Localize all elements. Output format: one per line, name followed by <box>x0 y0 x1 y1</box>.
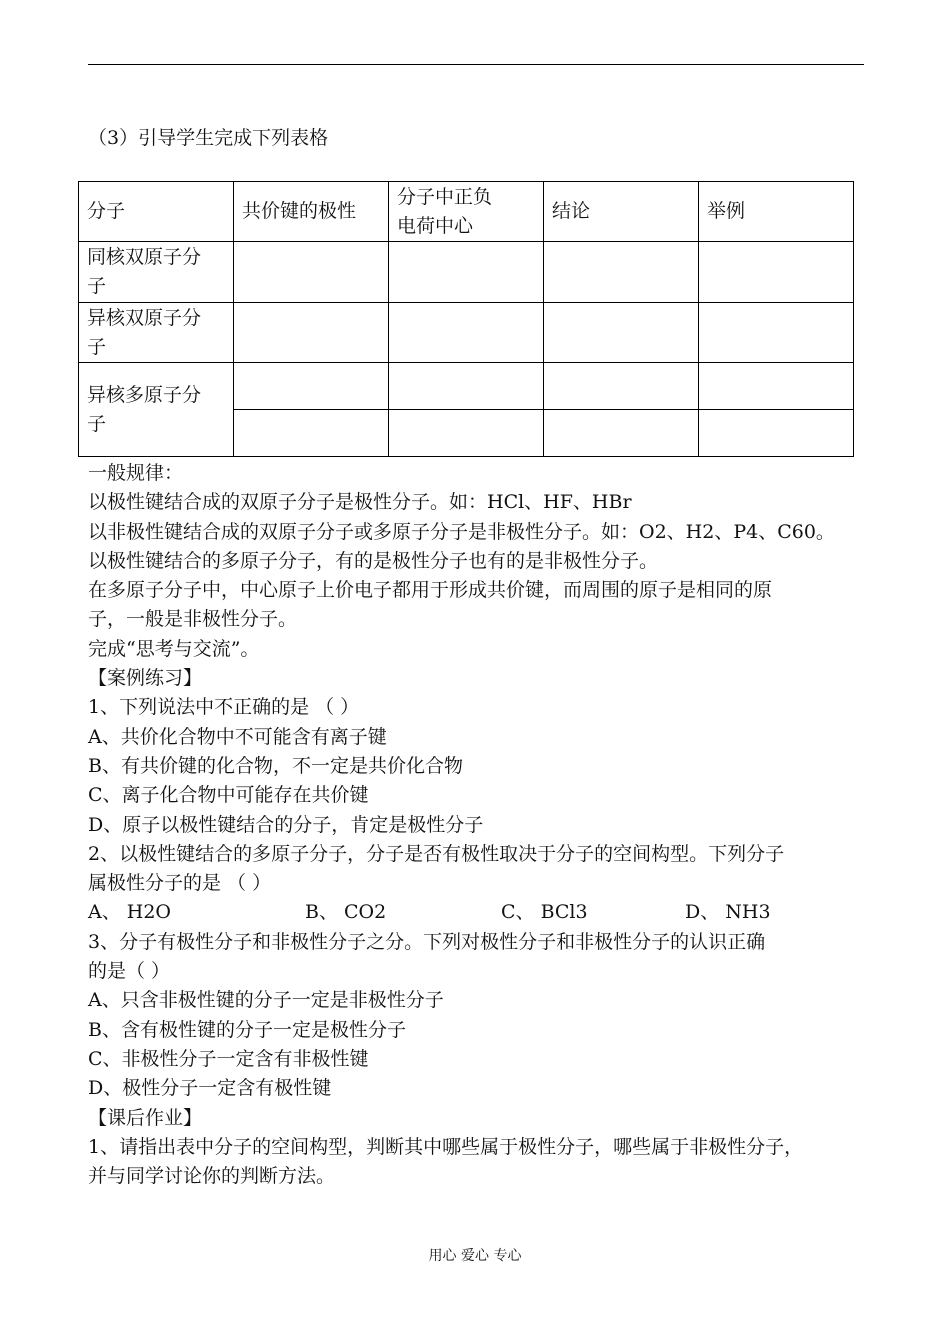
header-cell: 共价键的极性 <box>234 182 389 242</box>
empty-cell[interactable] <box>544 303 699 363</box>
empty-cell[interactable] <box>389 363 544 410</box>
option-d: D、 NH3 <box>685 901 771 924</box>
text-line: 以极性键结合的多原子分子，有的是极性分子也有的是非极性分子。 <box>88 549 659 572</box>
text-line: 以非极性键结合成的双原子分子或多原子分子是非极性分子。如：O2、H2、P4、C60。 <box>88 520 835 543</box>
table-row <box>79 303 854 363</box>
question-1: 1、下列说法中不正确的是 （ ） <box>88 696 360 719</box>
text-line: 在多原子分子中，中心原子上价电子都用于形成共价键，而周围的原子是相同的原 <box>88 579 773 602</box>
heading-case-practice: 【案例练习】 <box>88 667 203 690</box>
homework-1-cont: 并与同学讨论你的判断方法。 <box>88 1165 336 1188</box>
empty-cell[interactable] <box>234 410 389 457</box>
option-b: B、 CO2 <box>305 901 387 924</box>
text-line: 以极性键结合成的双原子分子是极性分子。如：HCl、HF、HBr <box>88 491 632 514</box>
header-cell: 结论 <box>544 182 699 242</box>
heading-homework: 【课后作业】 <box>88 1106 203 1129</box>
empty-cell[interactable] <box>544 410 699 457</box>
section-title: （3）引导学生完成下列表格 <box>88 127 329 149</box>
empty-cell[interactable] <box>544 242 699 303</box>
text-line: 子，一般是非极性分子。 <box>88 608 298 631</box>
question-2: 2、以极性键结合的多原子分子，分子是否有极性取决于分子的空间构型。下列分子 <box>88 842 785 865</box>
empty-cell[interactable] <box>699 363 854 410</box>
empty-cell[interactable] <box>699 303 854 363</box>
row-label-cell: 同核双原子分 子 <box>79 242 234 303</box>
header-rule <box>88 64 864 65</box>
question-3-cont: 的是（ ） <box>88 960 171 983</box>
option-line: C、离子化合物中可能存在共价键 <box>88 784 369 807</box>
empty-cell[interactable] <box>234 242 389 303</box>
text-line: 一般规律： <box>88 462 184 484</box>
question-3: 3、分子有极性分子和非极性分子之分。下列对极性分子和非极性分子的认识正确 <box>88 930 766 953</box>
page-footer: 用心 爱心 专心 <box>428 1248 522 1264</box>
question-2-options <box>88 898 878 927</box>
empty-cell[interactable] <box>234 303 389 363</box>
empty-cell[interactable] <box>699 410 854 457</box>
empty-cell[interactable] <box>389 242 544 303</box>
row-label-cell: 异核双原子分 子 <box>79 303 234 363</box>
option-line: B、有共价键的化合物，不一定是共价化合物 <box>88 754 463 777</box>
option-line: A、共价化合物中不可能含有离子键 <box>88 725 387 748</box>
empty-cell[interactable] <box>699 242 854 303</box>
header-cell: 分子 <box>79 182 234 242</box>
empty-cell[interactable] <box>389 303 544 363</box>
option-c: C、 BCl3 <box>501 901 588 924</box>
table-row <box>79 242 854 303</box>
empty-cell[interactable] <box>389 410 544 457</box>
empty-cell[interactable] <box>234 363 389 410</box>
header-cell: 分子中正负 电荷中心 <box>389 182 544 242</box>
option-a: A、 H2O <box>88 901 171 924</box>
empty-cell[interactable] <box>544 363 699 410</box>
option-line: A、只含非极性键的分子一定是非极性分子 <box>88 989 444 1012</box>
header-cell: 举例 <box>699 182 854 242</box>
option-line: D、极性分子一定含有极性键 <box>88 1077 332 1100</box>
option-line: B、含有极性键的分子一定是极性分子 <box>88 1018 406 1041</box>
homework-1: 1、请指出表中分子的空间构型，判断其中哪些属于极性分子，哪些属于非极性分子， <box>88 1135 804 1158</box>
table-row <box>79 363 854 410</box>
polarity-table <box>78 181 854 457</box>
table-header-row <box>79 182 854 242</box>
option-line: D、原子以极性键结合的分子，肯定是极性分子 <box>88 813 484 836</box>
row-label-cell: 异核多原子分 子 <box>79 363 234 457</box>
question-2-cont: 属极性分子的是 （ ） <box>88 872 272 895</box>
option-line: C、非极性分子一定含有非极性键 <box>88 1047 369 1070</box>
body-text <box>88 459 878 1191</box>
text-line: 完成“思考与交流”。 <box>88 637 260 660</box>
